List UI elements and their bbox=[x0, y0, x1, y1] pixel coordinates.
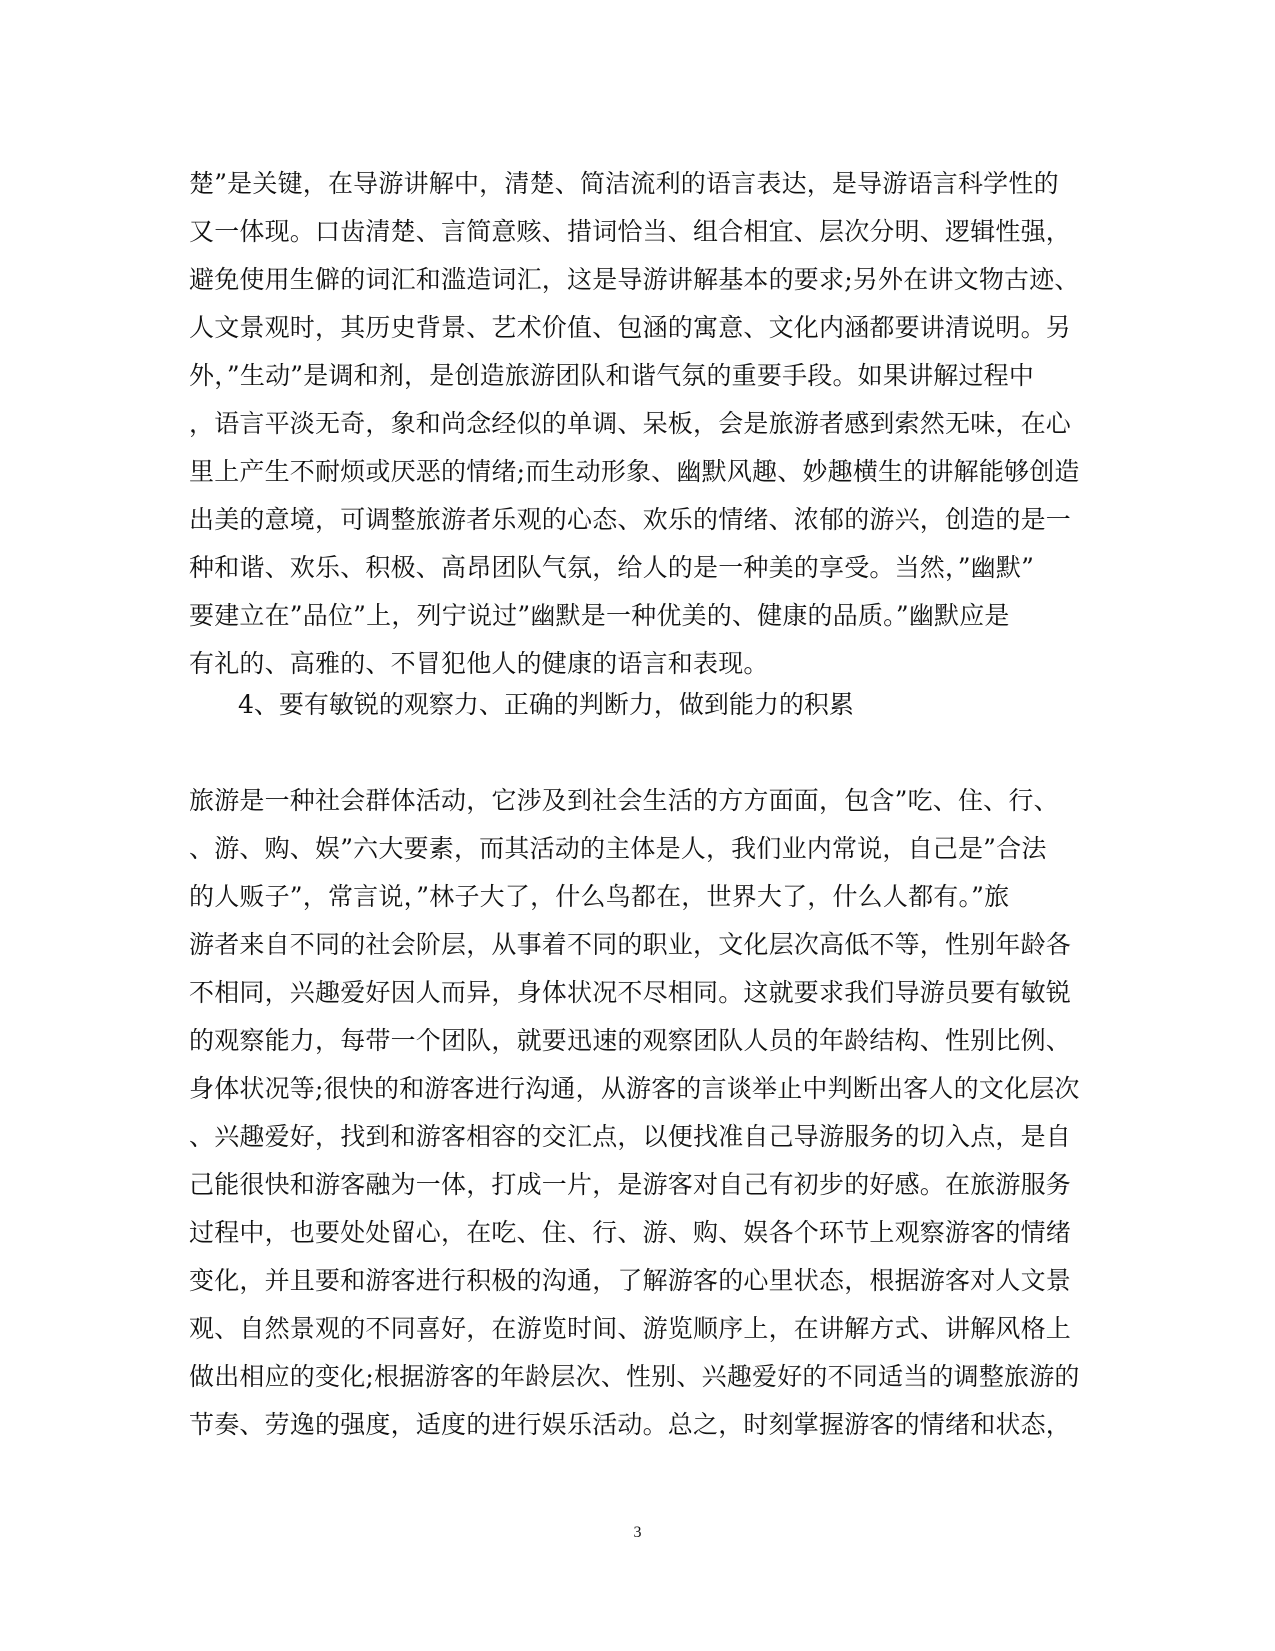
paragraph-line: 出美的意境，可调整旅游者乐观的心态、欢乐的情绪、浓郁的游兴，创造的是一 bbox=[189, 505, 1072, 534]
paragraph-line: 游者来自不同的社会阶层，从事着不同的职业，文化层次高低不等，性别年龄各 bbox=[189, 930, 1072, 959]
paragraph-line: 人文景观时，其历史背景、艺术价值、包涵的寓意、文化内涵都要讲清说明。另 bbox=[189, 313, 1072, 342]
paragraph-line: 过程中，也要处处留心，在吃、住、行、游、购、娱各个环节上观察游客的情绪 bbox=[189, 1218, 1072, 1247]
paragraph-line: 节奏、劳逸的强度，适度的进行娱乐活动。总之，时刻掌握游客的情绪和状态， bbox=[189, 1410, 1072, 1439]
paragraph-line: 有礼的、高雅的、不冒犯他人的健康的语言和表现。 bbox=[189, 649, 769, 678]
paragraph-1 bbox=[189, 160, 1089, 688]
paragraph-line: 种和谐、欢乐、积极、高昂团队气氛，给人的是一种美的享受。当然，”幽默” bbox=[189, 553, 1035, 582]
paragraph-line: 的观察能力，每带一个团队，就要迅速的观察团队人员的年龄结构、性别比例、 bbox=[189, 1026, 1072, 1055]
paragraph-line: 楚”是关键，在导游讲解中，清楚、简洁流利的语言表达，是导游语言科学性的 bbox=[189, 169, 1059, 198]
paragraph-line: 变化，并且要和游客进行积极的沟通，了解游客的心里状态，根据游客对人文景 bbox=[189, 1266, 1072, 1295]
paragraph-line: 做出相应的变化;根据游客的年龄层次、性别、兴趣爱好的不同适当的调整旅游的 bbox=[189, 1362, 1080, 1391]
paragraph-line: 的人贩子”，常言说，”林子大了，什么鸟都在，世界大了，什么人都有。”旅 bbox=[189, 882, 1010, 911]
paragraph-line: 避免使用生僻的词汇和滥造词汇，这是导游讲解基本的要求;另外在讲文物古迹、 bbox=[189, 265, 1080, 294]
paragraph-line: 外，”生动”是调和剂，是创造旅游团队和谐气氛的重要手段。如果讲解过程中 bbox=[189, 361, 1035, 390]
paragraph-line: ，语言平淡无奇，象和尚念经似的单调、呆板，会是旅游者感到索然无味，在心 bbox=[189, 409, 1072, 438]
paragraph-line: 不相同，兴趣爱好因人而异，身体状况不尽相同。这就要求我们导游员要有敏锐 bbox=[189, 978, 1072, 1007]
paragraph-2 bbox=[189, 777, 1089, 1449]
paragraph-line: 又一体现。口齿清楚、言简意赅、措词恰当、组合相宜、层次分明、逻辑性强， bbox=[189, 217, 1072, 246]
paragraph-line: 要建立在”品位”上，列宁说过”幽默是一种优美的、健康的品质。”幽默应是 bbox=[189, 601, 1010, 630]
paragraph-line: 里上产生不耐烦或厌恶的情绪;而生动形象、幽默风趣、妙趣横生的讲解能够创造 bbox=[189, 457, 1080, 486]
paragraph-line: 身体状况等;很快的和游客进行沟通，从游客的言谈举止中判断出客人的文化层次 bbox=[189, 1074, 1080, 1103]
section-heading: 4、要有敏锐的观察力、正确的判断力，做到能力的积累 bbox=[238, 690, 854, 719]
paragraph-line: 己能很快和游客融为一体，打成一片，是游客对自己有初步的好感。在旅游服务 bbox=[189, 1170, 1072, 1199]
paragraph-line: 、游、购、娱”六大要素，而其活动的主体是人，我们业内常说，自己是”合法 bbox=[189, 834, 1047, 863]
paragraph-line: 、兴趣爱好，找到和游客相容的交汇点，以便找准自己导游服务的切入点，是自 bbox=[189, 1122, 1072, 1151]
paragraph-line: 观、自然景观的不同喜好，在游览时间、游览顺序上，在讲解方式、讲解风格上 bbox=[189, 1314, 1072, 1343]
page-number: 3 bbox=[633, 1524, 642, 1541]
paragraph-line: 旅游是一种社会群体活动，它涉及到社会生活的方方面面，包含”吃、住、行、 bbox=[189, 786, 1059, 815]
